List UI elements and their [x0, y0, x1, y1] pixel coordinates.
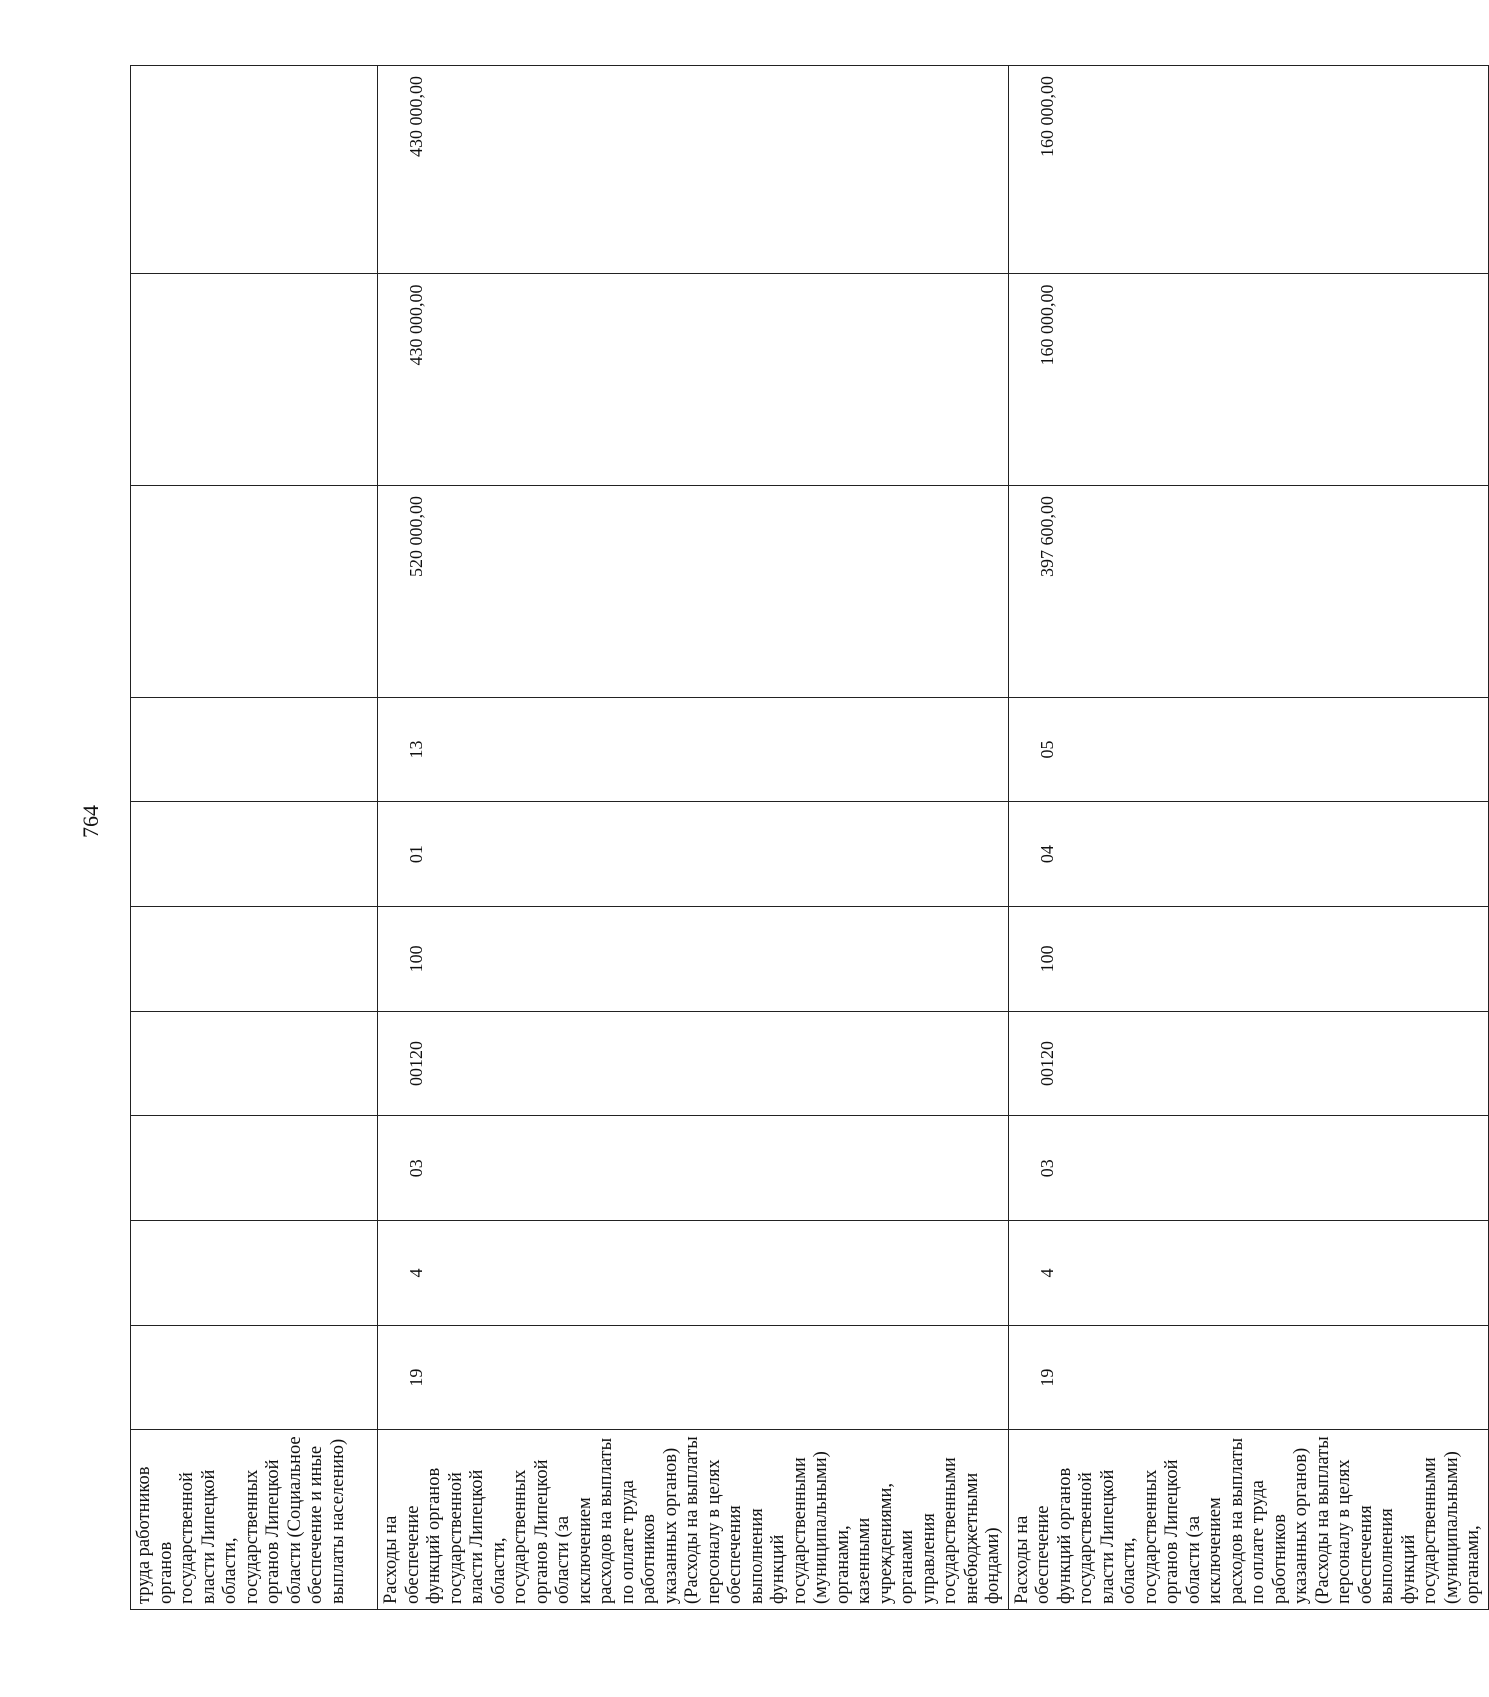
code-cell — [131, 1116, 378, 1221]
code-cell: 03 — [378, 1116, 1009, 1221]
code-cell: 100 — [1008, 906, 1488, 1011]
code-cell: 04 — [1008, 802, 1488, 907]
page-number: 764 — [78, 805, 103, 838]
budget-table — [130, 65, 1489, 1610]
code-cell: 00120 — [1008, 1011, 1488, 1116]
code-cell: 19 — [1008, 1325, 1488, 1430]
amount-cell: 160 000,00 — [1008, 66, 1488, 274]
amount-cell — [131, 486, 378, 698]
code-cell — [131, 1221, 378, 1326]
code-cell — [131, 1011, 378, 1116]
amount-cell — [131, 66, 378, 274]
code-cell — [131, 697, 378, 802]
budget-table-rotated — [130, 65, 1483, 1610]
code-cell: 00120 — [378, 1011, 1009, 1116]
code-cell: 05 — [1008, 697, 1488, 802]
code-cell: 13 — [378, 697, 1009, 802]
amount-cell: 430 000,00 — [378, 66, 1009, 274]
code-cell — [131, 802, 378, 907]
code-cell: 100 — [378, 906, 1009, 1011]
amount-cell: 520 000,00 — [378, 486, 1009, 698]
code-cell: 19 — [378, 1325, 1009, 1430]
code-cell — [131, 1325, 378, 1430]
description-cell: Расходы на обеспечение функций органов государственной власти Липецкой области, государственных органов Липецкой области (за исключением расходов на выплаты по оплате труда работников указанных органов) (Расходы на выплаты персоналу в целях обеспечения выполнения функций государственными (муниципальными) органами, — [1008, 1430, 1488, 1610]
code-cell: 03 — [1008, 1116, 1488, 1221]
code-cell: 4 — [1008, 1221, 1488, 1326]
table-row — [1008, 66, 1488, 1610]
code-cell: 01 — [378, 802, 1009, 907]
table-row — [378, 66, 1009, 1610]
amount-cell — [131, 274, 378, 486]
description-cell: труда работников органов государственной власти Липецкой области, государственных органов Липецкой области (Социальное обеспечение и иные выплаты населению) — [131, 1430, 378, 1610]
amount-cell: 397 600,00 — [1008, 486, 1488, 698]
code-cell — [131, 906, 378, 1011]
amount-cell: 430 000,00 — [378, 274, 1009, 486]
table-row — [131, 66, 378, 1610]
amount-cell: 160 000,00 — [1008, 274, 1488, 486]
description-cell: Расходы на обеспечение функций органов государственной власти Липецкой области, государственных органов Липецкой области (за исключением расходов на выплаты по оплате труда работников указанных органов) (Расходы на выплаты персоналу в целях обеспечения выполнения функций государственными (муниципальными) органами, казенными учреждениями, органами управления государственными внебюджетными фондами) — [378, 1430, 1009, 1610]
code-cell: 4 — [378, 1221, 1009, 1326]
